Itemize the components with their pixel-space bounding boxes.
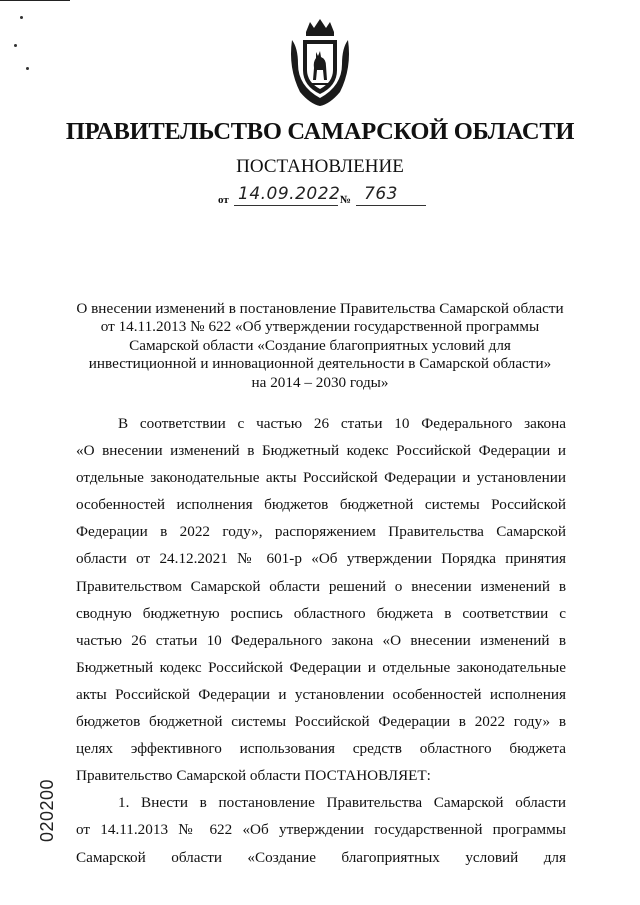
title-line: на 2014 – 2030 годы» xyxy=(251,373,389,391)
body-line: акты Российской Федерации и установлении особенностей исполнения xyxy=(76,685,566,703)
body-line: Федерации в 2022 году», распоряжением Правительства Самарской xyxy=(76,523,566,541)
date-number-line xyxy=(218,186,438,210)
body-line: частью 26 статьи 10 Федерального закона «О внесении изменений в xyxy=(76,631,566,649)
document-body xyxy=(76,410,566,871)
number-label: № xyxy=(340,194,352,206)
date-label: от xyxy=(218,194,229,206)
scan-dot xyxy=(26,67,29,70)
body-line: отдельные законодательные акты Российской Федерации и установлении xyxy=(76,469,566,487)
coat-of-arms-icon xyxy=(286,18,354,108)
body-line: В соответствии с частью 26 статьи 10 Федерального закона xyxy=(118,415,566,432)
number-value: 763 xyxy=(364,184,398,204)
body-line: бюджетов бюджетной системы Российской Федерации в 2022 году» в xyxy=(76,713,566,731)
document-title xyxy=(70,300,570,392)
body-line: области от 24.12.2021 № 601-р «Об утверждении Порядка принятия xyxy=(76,550,566,568)
body-line: от 14.11.2013 № 622 «Об утверждении государственной программы xyxy=(76,821,566,839)
body-line: «О внесении изменений в Бюджетный кодекс Российской Федерации и xyxy=(76,442,566,460)
body-line: Бюджетный кодекс Российской Федерации и отдельные законодательные xyxy=(76,658,566,676)
scan-dot xyxy=(14,44,17,47)
number-underline xyxy=(356,205,426,206)
title-line: Самарской области «Создание благоприятных условий для xyxy=(129,336,511,354)
title-line: инвестиционной и инновационной деятельности в Самарской области» xyxy=(88,355,552,373)
title-line: от 14.11.2013 № 622 «Об утверждении государственной программы xyxy=(100,318,540,336)
side-code-text: 020200 xyxy=(37,778,57,842)
body-line: целях эффективного использования средств областного бюджета xyxy=(76,740,566,758)
body-line: сводную бюджетную роспись областного бюджета в соответствии с xyxy=(76,604,566,622)
organization-heading: ПРАВИТЕЛЬСТВО САМАРСКОЙ ОБЛАСТИ xyxy=(65,118,575,145)
side-code xyxy=(37,762,61,842)
date-value: 14.09.2022 xyxy=(238,184,341,204)
body-line: Правительством Самарской области решений о внесении изменений в xyxy=(76,577,566,595)
body-line: 1. Внести в постановление Правительства Самарской области xyxy=(118,794,566,812)
date-underline xyxy=(234,205,338,206)
body-line: Правительство Самарской области ПОСТАНОВЛЯЕТ: xyxy=(76,767,431,785)
document-type: ПОСТАНОВЛЕНИЕ xyxy=(236,156,404,177)
scan-dot xyxy=(20,16,23,19)
body-line: Самарской области «Создание благоприятных условий для xyxy=(76,848,566,866)
body-line: особенностей исполнения бюджетов бюджетной системы Российской xyxy=(76,496,566,514)
top-rule xyxy=(0,0,70,1)
title-line: О внесении изменений в постановление Правительства Самарской области xyxy=(76,300,564,317)
